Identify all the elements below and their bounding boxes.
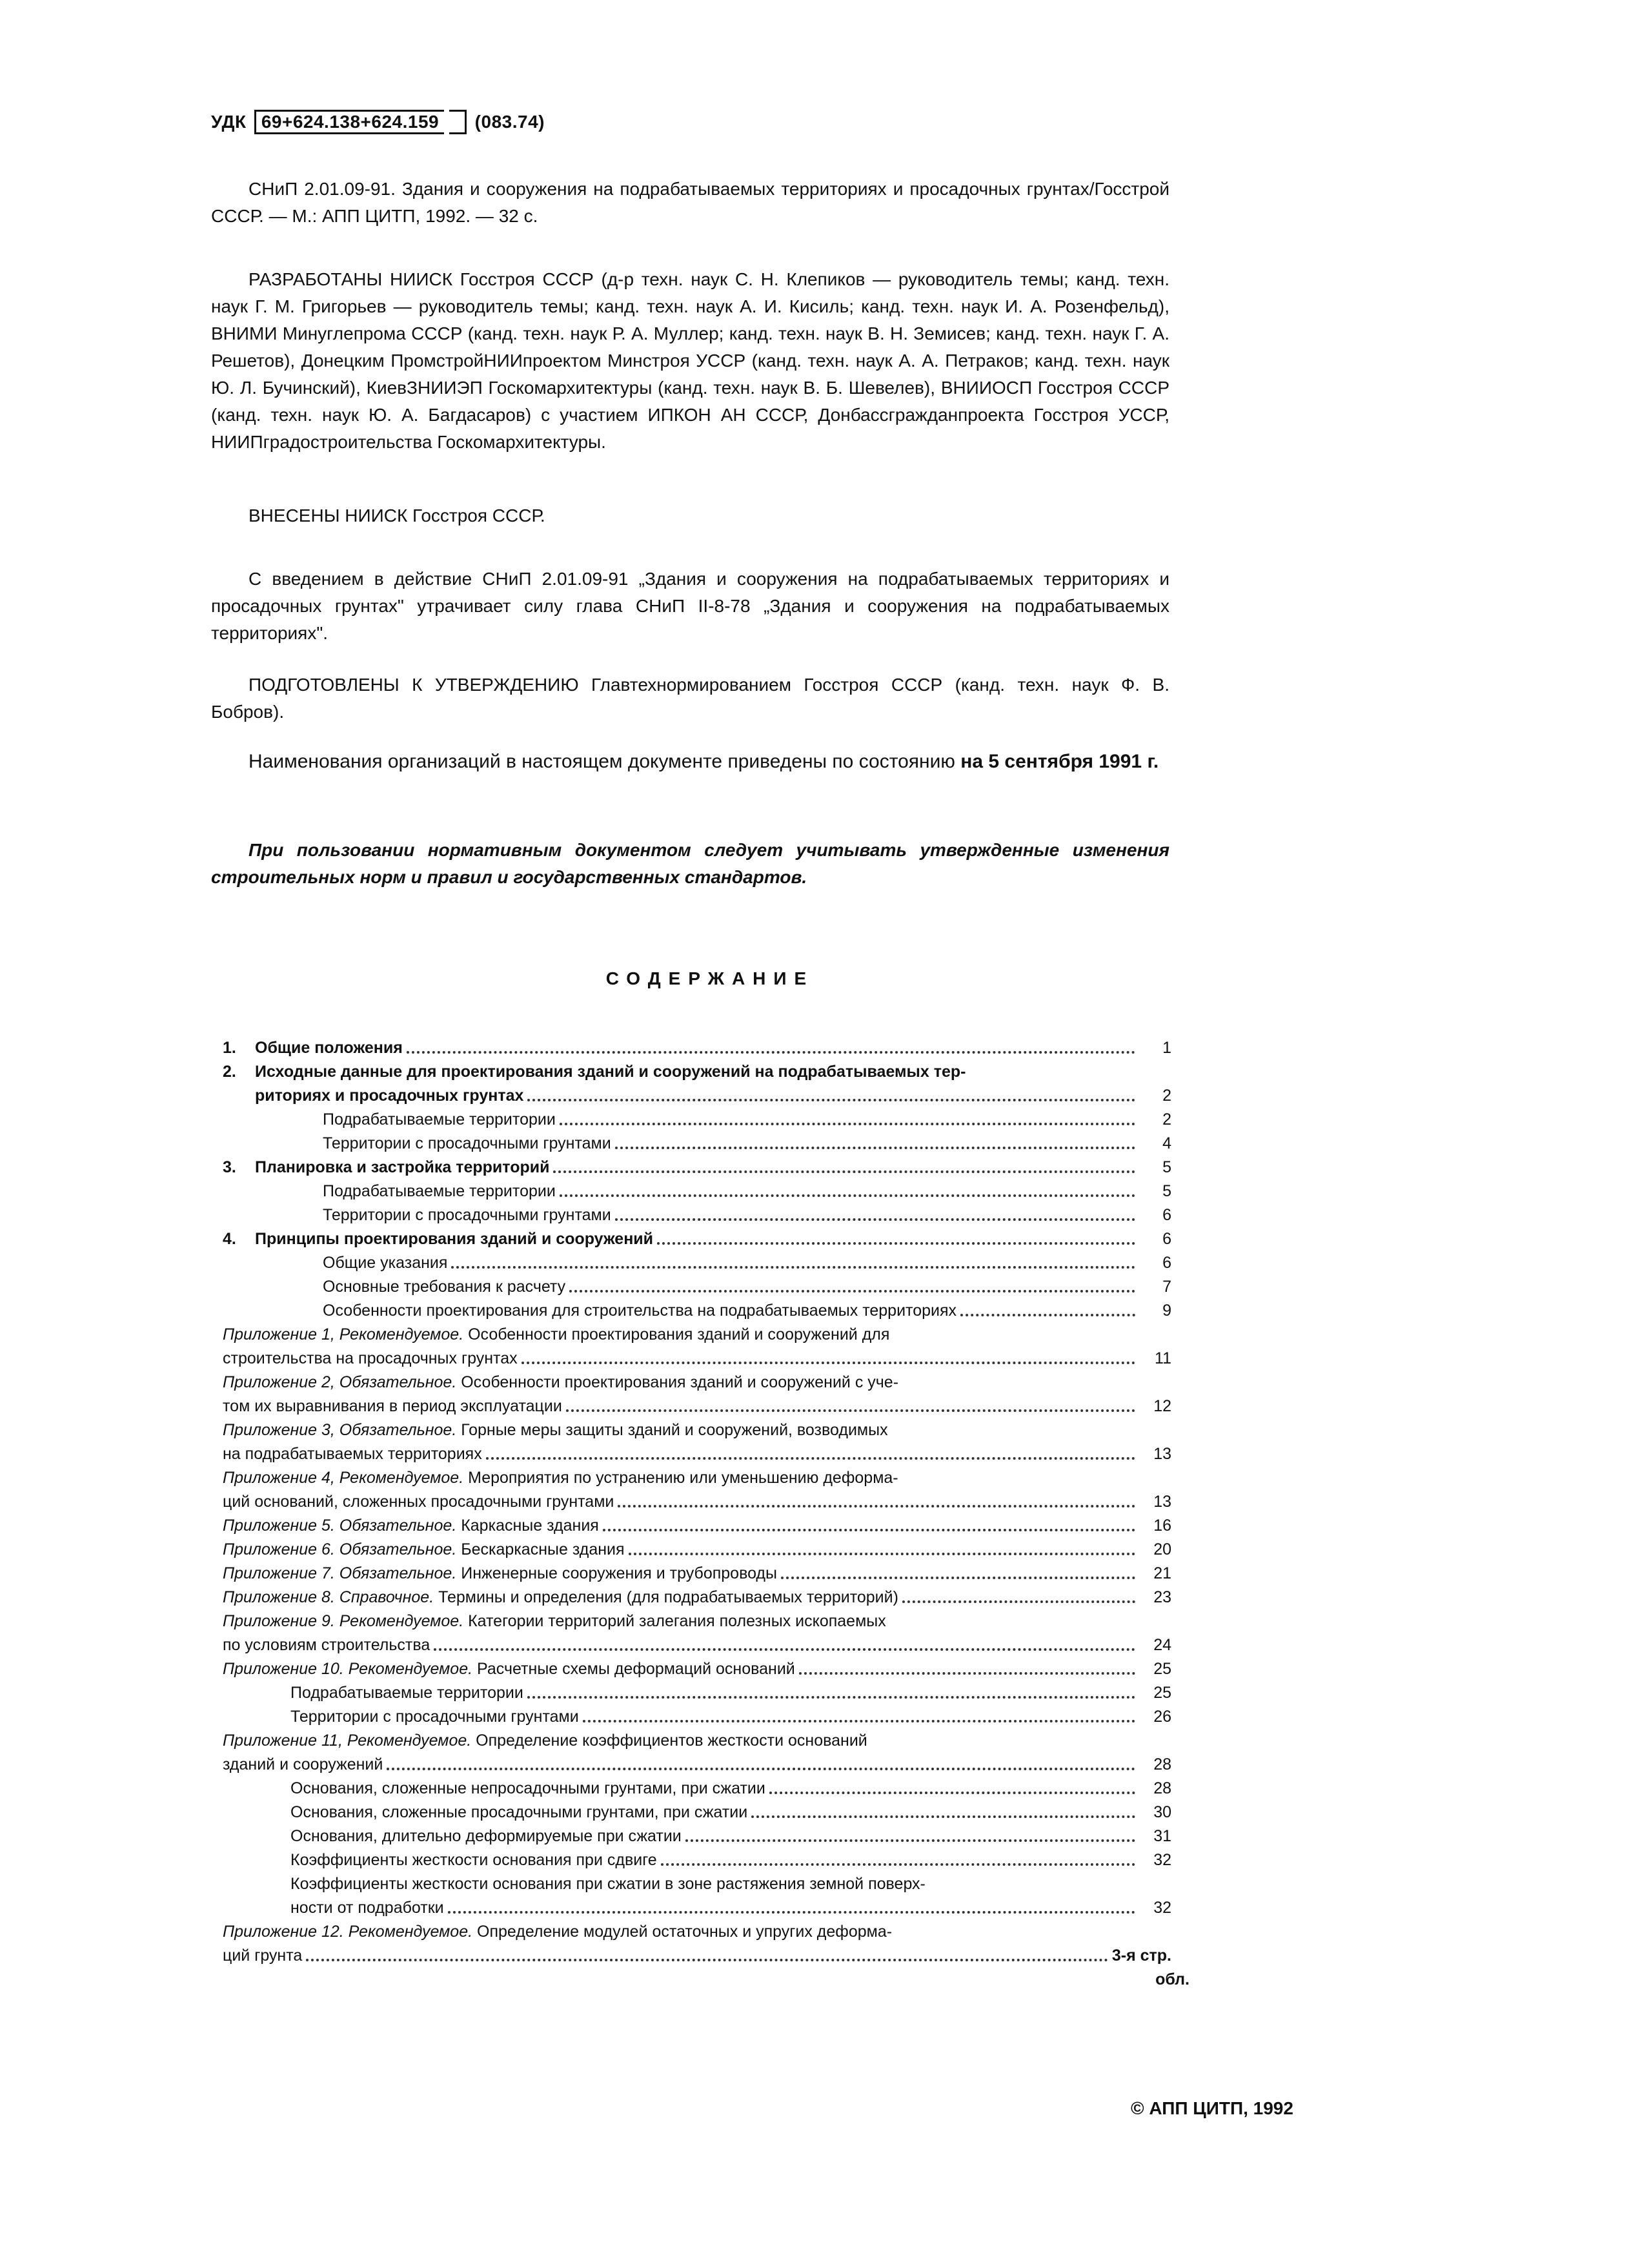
toc-label-text: Коэффициенты жесткости основания при сжатии в зоне растяжения земной поверх- — [290, 1875, 926, 1893]
toc-label — [223, 1562, 777, 1586]
toc-leader-dots — [615, 1218, 1135, 1221]
toc-label-text: Подрабатываемые территории — [323, 1110, 556, 1129]
toc-entry — [223, 1633, 1171, 1657]
toc-label — [223, 1418, 888, 1442]
toc-leader-dots — [451, 1266, 1135, 1269]
toc-leader-dots — [751, 1815, 1135, 1818]
replacement-note: С введением в действие СНиП 2.01.09-91 „Здания и сооружения на подрабатываемых территориях и просадочных грунтах" утрачивает силу глава СНиП II-8-78 „Здания и сооружения на подрабатываемых территориях". — [211, 569, 1169, 643]
toc-entry — [223, 1323, 1171, 1347]
toc-number: 4. — [223, 1230, 236, 1248]
toc-page-number: 2 — [1162, 1087, 1171, 1105]
toc-entry — [223, 1705, 1171, 1729]
toc-entry — [223, 1442, 1171, 1466]
toc-label — [255, 1299, 957, 1323]
toc-page-number: 32 — [1153, 1851, 1171, 1869]
toc-entry — [223, 1801, 1171, 1824]
toc-leader-dots — [407, 1051, 1135, 1054]
toc-entry — [223, 1609, 1171, 1633]
toc-label-text: Определение модулей остаточных и упругих деформа- — [477, 1923, 893, 1941]
toc-label — [223, 1514, 599, 1538]
toc-entry — [223, 1299, 1171, 1323]
toc-entry — [223, 1132, 1171, 1156]
toc-entry — [223, 1275, 1171, 1299]
toc-leader-dots — [583, 1720, 1135, 1722]
toc-label-text: Расчетные схемы деформаций оснований — [477, 1660, 795, 1678]
toc-leader-dots — [306, 1959, 1108, 1961]
toc-appendix-label: Приложение 2, Обязательное. — [223, 1373, 461, 1391]
toc-appendix-label: Приложение 5. Обязательное. — [223, 1517, 461, 1535]
toc-page-number: 5 — [1162, 1158, 1171, 1176]
udk-codes: 69+624.138+624.159 — [261, 112, 440, 132]
copyright: © АПП ЦИТП, 1992 — [1131, 2098, 1293, 2118]
toc-label — [223, 1633, 430, 1657]
udk-line — [211, 110, 545, 134]
toc-label — [255, 1108, 556, 1132]
toc-appendix-label: Приложение 12. Рекомендуемое. — [223, 1923, 477, 1941]
toc-entry — [223, 1371, 1171, 1395]
toc-entry — [223, 1729, 1171, 1753]
toc-label — [255, 1227, 653, 1251]
toc-appendix-label: Приложение 4, Рекомендуемое. — [223, 1469, 469, 1487]
orgs-note-date: на 5 сентября 1991 г. — [960, 751, 1159, 772]
toc-label-text: ций оснований, сложенных просадочными грунтами — [223, 1493, 614, 1511]
toc-label-text: Каркасные здания — [461, 1517, 599, 1535]
toc-label — [223, 1538, 625, 1562]
toc-label-text: Термины и определения (для подрабатываемых территорий) — [438, 1588, 898, 1606]
toc-label — [223, 1920, 892, 1944]
toc-page-number: 23 — [1153, 1588, 1171, 1606]
toc-entry — [223, 1227, 1171, 1251]
toc-label-text: Подрабатываемые территории — [290, 1684, 523, 1702]
toc-leader-dots — [657, 1242, 1135, 1245]
toc-page-number: 12 — [1153, 1397, 1171, 1415]
udk-suffix: (083.74) — [474, 112, 545, 132]
toc-leader-dots — [781, 1577, 1135, 1579]
toc-label-text: строительства на просадочных грунтах — [223, 1349, 518, 1367]
toc-label — [255, 1084, 523, 1108]
toc-appendix-label: Приложение 3, Обязательное. — [223, 1421, 461, 1439]
toc-entry — [223, 1084, 1171, 1108]
toc-label-text: Горные меры защиты зданий и сооружений, возводимых — [461, 1421, 888, 1439]
toc-label-text: Территории с просадочными грунтами — [323, 1134, 611, 1152]
toc-label-text: Территории с просадочными грунтами — [290, 1708, 579, 1726]
toc-label-text: Основания, сложенные просадочными грунтами, при сжатии — [290, 1803, 748, 1821]
developed-paragraph — [211, 266, 1169, 456]
toc-label-text: ций грунта — [223, 1946, 303, 1965]
udk-bracket-close — [449, 110, 467, 134]
toc-appendix-label: Приложение 10. Рекомендуемое. — [223, 1660, 477, 1678]
toc-label-text: Инженерные сооружения и трубопроводы — [461, 1564, 777, 1582]
toc-page-number: 6 — [1162, 1230, 1171, 1248]
toc-label — [255, 1180, 556, 1203]
toc-label — [255, 1132, 611, 1156]
toc-leader-dots — [387, 1768, 1135, 1770]
toc-leader-dots — [799, 1672, 1135, 1675]
toc-leader-dots — [521, 1362, 1135, 1364]
toc-label — [223, 1395, 562, 1418]
toc-leader-dots — [527, 1099, 1135, 1101]
toc-entry — [223, 1848, 1171, 1872]
toc-entry — [223, 1872, 1171, 1896]
toc-label-text: Особенности проектирования зданий и сооружений для — [468, 1325, 890, 1343]
toc-label-text: Территории с просадочными грунтами — [323, 1206, 611, 1224]
toc-leader-dots — [560, 1123, 1135, 1125]
toc-label — [223, 1753, 383, 1777]
toc-leader-dots — [615, 1147, 1135, 1149]
toc-page-number: 26 — [1153, 1708, 1171, 1726]
toc-entry — [223, 1586, 1171, 1609]
toc-title: СОДЕРЖАНИЕ — [605, 968, 815, 988]
toc-page-number: 4 — [1162, 1134, 1171, 1152]
toc-entry — [223, 1824, 1171, 1848]
toc-page-number: 13 — [1153, 1493, 1171, 1511]
toc-page-number: 13 — [1153, 1445, 1171, 1463]
toc-page-number: 6 — [1162, 1254, 1171, 1272]
toc-label-text: Общие указания — [323, 1254, 448, 1272]
toc-label — [255, 1036, 403, 1060]
toc-appendix-label: Приложение 9. Рекомендуемое. — [223, 1612, 469, 1630]
toc-appendix-label: Приложение 8. Справочное. — [223, 1588, 439, 1606]
toc-leader-dots — [448, 1911, 1135, 1914]
toc-entry — [223, 1896, 1171, 1920]
toc-label-text: риториях и просадочных грунтах — [255, 1087, 524, 1105]
toc-label — [223, 1801, 747, 1824]
usage-note: При пользовании нормативным документом следует учитывать утвержденные изменения строительных норм и правил и государственных стандартов. — [211, 840, 1169, 887]
toc-label-text: Основные требования к расчету — [323, 1278, 566, 1296]
toc-entry — [223, 1466, 1171, 1490]
udk-bracket-open — [254, 110, 444, 134]
toc-page-number: 25 — [1153, 1660, 1171, 1678]
toc-label-text: Основания, длительно деформируемые при сжатии — [290, 1827, 682, 1845]
toc-label — [223, 1323, 889, 1347]
toc-label-text: Общие положения — [255, 1039, 403, 1057]
toc-entry — [223, 1562, 1171, 1586]
toc-label-text: Особенности проектирования для строительства на подрабатываемых территориях — [323, 1302, 957, 1320]
toc-page-number-continuation: обл. — [1155, 1970, 1190, 1988]
toc-label — [223, 1705, 579, 1729]
toc-label — [223, 1347, 518, 1371]
toc-label-text: на подрабатываемых территориях — [223, 1445, 482, 1463]
toc-label — [255, 1156, 549, 1180]
toc-entry — [223, 1514, 1171, 1538]
developed-lead: РАЗРАБОТАНЫ — [248, 269, 383, 289]
toc-page-number: 6 — [1162, 1206, 1171, 1224]
toc-number: 3. — [223, 1158, 236, 1176]
toc-label — [223, 1657, 795, 1681]
toc-leader-dots — [769, 1792, 1135, 1794]
toc-page-number: 24 — [1153, 1636, 1171, 1654]
toc-label — [255, 1060, 966, 1084]
toc-label-text: том их выравнивания в период эксплуатации — [223, 1397, 562, 1415]
table-of-contents — [223, 1036, 1190, 1992]
toc-leader-dots — [685, 1839, 1135, 1842]
toc-label-text: Исходные данные для проектирования зданий и сооружений на подрабатываемых тер- — [255, 1063, 966, 1081]
toc-page-number: 32 — [1153, 1899, 1171, 1917]
toc-page-number: 28 — [1153, 1755, 1171, 1773]
toc-entry — [223, 1657, 1171, 1681]
toc-entry — [223, 1538, 1171, 1562]
toc-label — [223, 1586, 898, 1609]
toc-entry-continuation — [223, 1968, 1190, 1992]
toc-leader-dots — [553, 1170, 1135, 1173]
toc-leader-dots — [661, 1863, 1135, 1866]
toc-page-number: 1 — [1162, 1039, 1171, 1057]
toc-entry — [223, 1060, 1171, 1084]
toc-leader-dots — [527, 1696, 1135, 1699]
udk-prefix: УДК — [211, 112, 247, 132]
toc-label-text: Мероприятия по устранению или уменьшению деформа- — [468, 1469, 898, 1487]
toc-entry — [223, 1108, 1171, 1132]
toc-label — [223, 1848, 657, 1872]
toc-entry — [223, 1490, 1171, 1514]
toc-leader-dots — [629, 1553, 1135, 1555]
toc-entry — [223, 1347, 1171, 1371]
toc-number: 2. — [223, 1063, 236, 1081]
toc-leader-dots — [569, 1290, 1135, 1292]
toc-page-number: 30 — [1153, 1803, 1171, 1821]
toc-leader-dots — [566, 1409, 1135, 1412]
toc-leader-dots — [902, 1600, 1135, 1603]
toc-label — [223, 1944, 302, 1968]
toc-label — [255, 1251, 447, 1275]
toc-label — [255, 1275, 565, 1299]
toc-page-number: 16 — [1153, 1517, 1171, 1535]
toc-page-number: 11 — [1155, 1349, 1171, 1367]
toc-leader-dots — [603, 1529, 1135, 1531]
toc-leader-dots — [434, 1648, 1135, 1651]
toc-page-number: 9 — [1162, 1302, 1171, 1320]
toc-label — [223, 1490, 614, 1514]
toc-entry — [223, 1418, 1171, 1442]
toc-label — [223, 1872, 926, 1896]
orgs-note — [211, 748, 1169, 776]
toc-label — [223, 1729, 867, 1753]
toc-page-number: 21 — [1153, 1564, 1171, 1582]
orgs-note-text: Наименования организаций в настоящем документе приведены по состоянию — [248, 751, 955, 772]
toc-leader-dots — [486, 1457, 1135, 1460]
toc-label — [223, 1442, 482, 1466]
toc-label — [255, 1203, 611, 1227]
toc-entry — [223, 1036, 1171, 1060]
toc-entry — [223, 1203, 1171, 1227]
toc-label — [223, 1371, 898, 1395]
toc-label-text: Планировка и застройка территорий — [255, 1158, 550, 1176]
toc-entry — [223, 1251, 1171, 1275]
toc-label — [223, 1777, 765, 1801]
prepared-note: ПОДГОТОВЛЕНЫ К УТВЕРЖДЕНИЮ Главтехнормированием Госстроя СССР (канд. техн. наук Ф. В. Бобров). — [211, 675, 1169, 722]
toc-label-text: Особенности проектирования зданий и сооружений с уче- — [461, 1373, 899, 1391]
toc-label — [223, 1896, 444, 1920]
toc-label-text: Бескаркасные здания — [461, 1540, 625, 1558]
toc-entry — [223, 1753, 1171, 1777]
toc-label-text: по условиям строительства — [223, 1636, 430, 1654]
toc-label-text: зданий и сооружений — [223, 1755, 383, 1773]
introduced: ВНЕСЕНЫ НИИСК Госстроя СССР. — [248, 506, 545, 526]
toc-label-text: Коэффициенты жесткости основания при сдвиге — [290, 1851, 657, 1869]
toc-entry — [223, 1681, 1171, 1705]
developed-text: НИИСК Госстроя СССР (д-р техн. наук С. Н. Клепиков — руководитель темы; канд. техн. наук Г. М. Григорьев — руководитель темы; канд. техн. наук А. И. Кисиль; канд. техн. наук И. А. Розенфельд), ВНИМИ Минуглепрома СССР (канд. техн. наук Р. А. Муллер; канд. техн. наук В. Н. Земисев; канд. техн. наук Г. А. Решетов), Донецким ПромстройНИИпроектом Минстроя УССР (канд. техн. наук А. А. Петраков; канд. техн. наук Ю. Л. Бучинский), КиевЗНИИЭП Госкомархитектуры (канд. техн. наук В. Б. Шевелев), ВНИИОСП Госстроя СССР (канд. техн. наук Ю. А. Багдасаров) с участием ИПКОН АН СССР, Донбассгражданпроекта Госстроя УССР, НИИПградостроительства Госкомархитектуры. — [211, 269, 1170, 452]
toc-number: 1. — [223, 1039, 236, 1057]
toc-label — [223, 1466, 898, 1490]
toc-page-number: 3-я стр. — [1111, 1946, 1171, 1965]
toc-leader-dots — [960, 1314, 1135, 1316]
toc-appendix-label: Приложение 6. Обязательное. — [223, 1540, 461, 1558]
toc-label-text: Подрабатываемые территории — [323, 1182, 556, 1200]
toc-label — [223, 1824, 682, 1848]
toc-entry — [223, 1944, 1171, 1968]
toc-entry — [223, 1156, 1171, 1180]
toc-page-number: 2 — [1162, 1110, 1171, 1129]
toc-entry — [223, 1180, 1171, 1203]
toc-label-text: Основания, сложенные непросадочными грунтами, при сжатии — [290, 1779, 765, 1797]
toc-page-number: 31 — [1153, 1827, 1171, 1845]
toc-appendix-label: Приложение 1, Рекомендуемое. — [223, 1325, 469, 1343]
toc-appendix-label: Приложение 7. Обязательное. — [223, 1564, 461, 1582]
toc-page-number: 28 — [1153, 1779, 1171, 1797]
toc-entry — [223, 1395, 1171, 1418]
toc-leader-dots — [560, 1194, 1135, 1197]
toc-entry — [223, 1920, 1171, 1944]
toc-label-text: Принципы проектирования зданий и сооружений — [255, 1230, 654, 1248]
toc-label-text: ности от подработки — [290, 1899, 444, 1917]
toc-page-number: 25 — [1153, 1684, 1171, 1702]
citation: СНиП 2.01.09-91. Здания и сооружения на подрабатываемых территориях и просадочных грунтах/Госстрой СССР. — М.: АПП ЦИТП, 1992. — 32 с. — [211, 179, 1169, 226]
toc-label — [223, 1609, 886, 1633]
toc-label — [223, 1681, 523, 1705]
toc-label-text: Категории территорий залегания полезных ископаемых — [468, 1612, 886, 1630]
toc-label-text: Определение коэффициентов жесткости оснований — [476, 1732, 867, 1750]
toc-page-number: 5 — [1162, 1182, 1171, 1200]
toc-leader-dots — [618, 1505, 1135, 1507]
toc-appendix-label: Приложение 11, Рекомендуемое. — [223, 1732, 476, 1750]
toc-page-number: 20 — [1153, 1540, 1171, 1558]
toc-page-number: 7 — [1162, 1278, 1171, 1296]
toc-entry — [223, 1777, 1171, 1801]
